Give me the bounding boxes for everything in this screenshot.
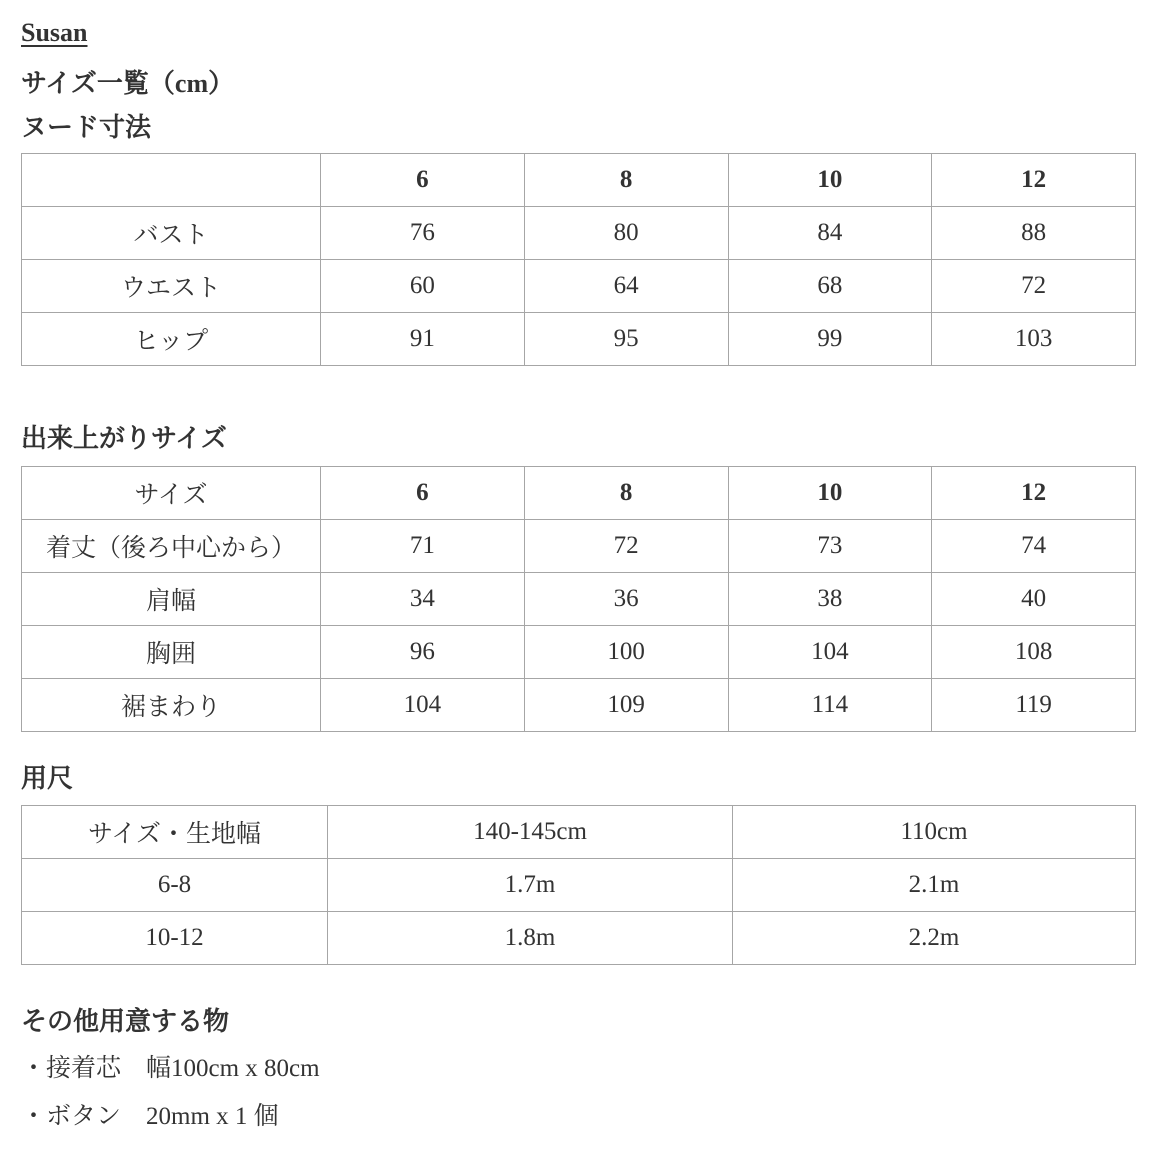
- nude-size-table: [21, 153, 1136, 366]
- fabric-width-header-cell: 110cm: [733, 805, 1136, 858]
- measurement-value-cell: 100: [524, 626, 728, 679]
- yardage-value-cell: 2.1m: [733, 858, 1136, 911]
- measurement-label-cell: 胸囲: [22, 626, 321, 679]
- table-row: [22, 911, 1136, 964]
- measurement-value-cell: 60: [321, 260, 525, 313]
- size-label-header-cell: サイズ: [22, 467, 321, 520]
- measurement-value-cell: 84: [728, 207, 932, 260]
- table-row: [22, 260, 1136, 313]
- finished-size-table: [21, 466, 1136, 732]
- size-header-cell: 10: [728, 154, 932, 207]
- measurement-value-cell: 73: [728, 520, 932, 573]
- measurement-value-cell: 38: [728, 573, 932, 626]
- size-header-cell: 6: [321, 154, 525, 207]
- yardage-value-cell: 2.2m: [733, 911, 1136, 964]
- heading-nude-measurements: ヌード寸法: [21, 113, 152, 143]
- measurement-value-cell: 99: [728, 313, 932, 366]
- yardage-value-cell: 1.7m: [328, 858, 733, 911]
- measurement-value-cell: 88: [932, 207, 1136, 260]
- table-row: [22, 207, 1136, 260]
- size-range-cell: 6-8: [22, 858, 328, 911]
- fabric-width-header-cell: サイズ・生地幅: [22, 805, 328, 858]
- table-header-row: [22, 154, 1136, 207]
- yardage-value-cell: 1.8m: [328, 911, 733, 964]
- measurement-value-cell: 80: [524, 207, 728, 260]
- measurement-value-cell: 104: [728, 626, 932, 679]
- size-header-cell: 8: [524, 467, 728, 520]
- measurement-value-cell: 74: [932, 520, 1136, 573]
- table-header-row: [22, 805, 1136, 858]
- measurement-value-cell: 34: [321, 573, 525, 626]
- measurement-label-cell: 着丈（後ろ中心から）: [22, 520, 321, 573]
- measurement-value-cell: 36: [524, 573, 728, 626]
- measurement-value-cell: 64: [524, 260, 728, 313]
- measurement-value-cell: 119: [932, 679, 1136, 732]
- measurement-value-cell: 72: [524, 520, 728, 573]
- size-header-cell: 12: [932, 467, 1136, 520]
- header-cell-empty: [22, 154, 321, 207]
- measurement-label-cell: ヒップ: [22, 313, 321, 366]
- size-header-cell: 10: [728, 467, 932, 520]
- table-row: [22, 573, 1136, 626]
- fabric-width-header-cell: 140-145cm: [328, 805, 733, 858]
- table-row: [22, 313, 1136, 366]
- measurement-value-cell: 91: [321, 313, 525, 366]
- measurement-value-cell: 72: [932, 260, 1136, 313]
- measurement-value-cell: 114: [728, 679, 932, 732]
- measurement-value-cell: 76: [321, 207, 525, 260]
- measurement-value-cell: 96: [321, 626, 525, 679]
- measurement-value-cell: 109: [524, 679, 728, 732]
- heading-size-list: サイズ一覧（cm）: [21, 68, 235, 98]
- table-row: [22, 679, 1136, 732]
- measurement-value-cell: 95: [524, 313, 728, 366]
- measurement-value-cell: 40: [932, 573, 1136, 626]
- measurement-label-cell: ウエスト: [22, 260, 321, 313]
- heading-yardage: 用尺: [21, 764, 74, 794]
- measurement-value-cell: 103: [932, 313, 1136, 366]
- heading-other-supplies: その他用意する物: [21, 1006, 230, 1036]
- heading-finished-size: 出来上がりサイズ: [21, 424, 227, 454]
- page-title: Susan: [21, 18, 88, 47]
- supply-item-interfacing: ・接着芯 幅100cm x 80cm: [21, 1054, 320, 1082]
- measurement-label-cell: 裾まわり: [22, 679, 321, 732]
- table-row: [22, 520, 1136, 573]
- measurement-label-cell: バスト: [22, 207, 321, 260]
- size-header-cell: 6: [321, 467, 525, 520]
- size-header-cell: 12: [932, 154, 1136, 207]
- table-row: [22, 858, 1136, 911]
- measurement-label-cell: 肩幅: [22, 573, 321, 626]
- size-header-cell: 8: [524, 154, 728, 207]
- measurement-value-cell: 68: [728, 260, 932, 313]
- yardage-table: [21, 805, 1136, 965]
- measurement-value-cell: 71: [321, 520, 525, 573]
- size-range-cell: 10-12: [22, 911, 328, 964]
- table-header-row: [22, 467, 1136, 520]
- measurement-value-cell: 104: [321, 679, 525, 732]
- measurement-value-cell: 108: [932, 626, 1136, 679]
- table-row: [22, 626, 1136, 679]
- supply-item-button: ・ボタン 20mm x 1 個: [21, 1103, 279, 1131]
